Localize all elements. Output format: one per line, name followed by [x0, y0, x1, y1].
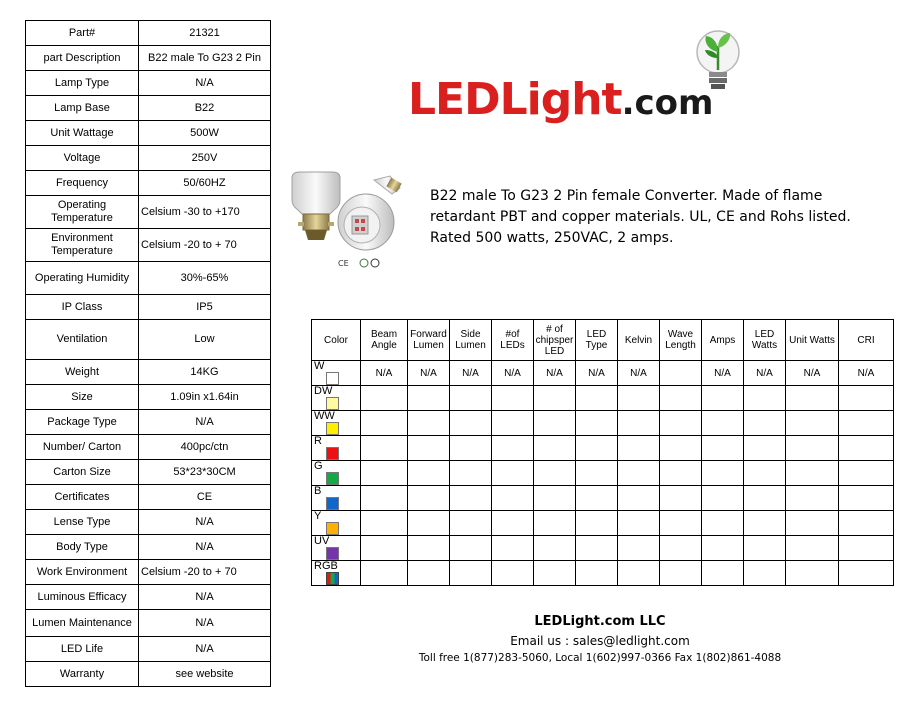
spec-cell — [839, 561, 894, 586]
spec-cell — [618, 561, 660, 586]
spec-cell — [618, 511, 660, 536]
color-swatch — [326, 472, 339, 485]
spec-row — [26, 196, 271, 229]
photo-marks: CE — [338, 259, 349, 268]
spec-value: 30%-65% — [139, 262, 271, 295]
spec-cell — [660, 536, 702, 561]
spec-cell: N/A — [839, 361, 894, 386]
spec-row — [26, 510, 271, 535]
spec-value: Celsium -20 to + 70 — [139, 229, 271, 262]
column-header: LED Type — [576, 320, 618, 361]
spec-cell — [660, 386, 702, 411]
spec-value: 53*23*30CM — [139, 460, 271, 485]
spec-label: Package Type — [26, 410, 139, 435]
spec-label: LED Life — [26, 637, 139, 662]
color-row — [312, 361, 894, 386]
spec-cell — [660, 361, 702, 386]
spec-cell — [576, 511, 618, 536]
color-row — [312, 386, 894, 411]
column-header: LED Watts — [744, 320, 786, 361]
spec-label: Body Type — [26, 535, 139, 560]
spec-cell — [744, 411, 786, 436]
color-spec-table — [311, 319, 894, 586]
spec-cell: N/A — [702, 361, 744, 386]
color-row — [312, 536, 894, 561]
spec-row — [26, 460, 271, 485]
color-cell — [312, 386, 361, 411]
spec-row — [26, 121, 271, 146]
color-code: G — [314, 460, 323, 472]
spec-cell — [744, 561, 786, 586]
spec-cell — [361, 411, 408, 436]
contact-phones: Toll free 1(877)283-5060, Local 1(602)997-0366 Fax 1(802)861-4088 — [418, 652, 782, 664]
spec-cell — [408, 411, 450, 436]
spec-cell — [450, 536, 492, 561]
color-row — [312, 561, 894, 586]
spec-value: N/A — [139, 610, 271, 637]
spec-cell — [786, 511, 839, 536]
color-cell — [312, 411, 361, 436]
spec-cell — [534, 486, 576, 511]
spec-row — [26, 637, 271, 662]
spec-label: Warranty — [26, 662, 139, 687]
color-swatch — [326, 522, 339, 535]
spec-cell — [618, 486, 660, 511]
color-code: Y — [314, 510, 322, 522]
spec-cell — [450, 511, 492, 536]
spec-row — [26, 585, 271, 610]
spec-cell — [450, 436, 492, 461]
spec-cell: N/A — [450, 361, 492, 386]
spec-cell — [576, 486, 618, 511]
color-cell — [312, 461, 361, 486]
spec-cell — [618, 436, 660, 461]
spec-value: 14KG — [139, 360, 271, 385]
color-swatch — [326, 422, 339, 435]
spec-row — [26, 46, 271, 71]
spec-label: Number/ Carton — [26, 435, 139, 460]
spec-cell — [534, 411, 576, 436]
spec-cell — [618, 461, 660, 486]
spec-label: Part# — [26, 21, 139, 46]
spec-cell — [534, 536, 576, 561]
spec-value: N/A — [139, 510, 271, 535]
spec-cell — [450, 461, 492, 486]
spec-label: Lumen Maintenance — [26, 610, 139, 637]
spec-label: Operating Temperature — [26, 196, 139, 229]
spec-value: 500W — [139, 121, 271, 146]
color-code: DW — [314, 385, 333, 397]
spec-cell — [534, 561, 576, 586]
logo-domain: .com — [621, 83, 714, 123]
spec-cell — [576, 386, 618, 411]
spec-row — [26, 410, 271, 435]
spec-cell — [702, 436, 744, 461]
color-cell — [312, 561, 361, 586]
spec-cell — [618, 411, 660, 436]
spec-cell — [839, 461, 894, 486]
spec-cell — [576, 436, 618, 461]
spec-cell — [786, 486, 839, 511]
spec-cell — [492, 536, 534, 561]
color-cell — [312, 511, 361, 536]
spec-cell — [450, 486, 492, 511]
product-description: B22 male To G23 2 Pin female Converter. Made of flame retardant PBT and copper materials. UL, CE and Rohs listed. Rated 500 watts, 250VAC, 2 amps. — [430, 188, 851, 246]
spec-cell — [408, 511, 450, 536]
spec-row — [26, 320, 271, 360]
color-row — [312, 411, 894, 436]
spec-row — [26, 21, 271, 46]
spec-cell — [361, 561, 408, 586]
spec-cell — [408, 561, 450, 586]
spec-cell — [702, 486, 744, 511]
spec-cell — [361, 486, 408, 511]
color-swatch — [326, 572, 339, 585]
spec-cell — [660, 561, 702, 586]
spec-row — [26, 560, 271, 585]
spec-cell — [702, 461, 744, 486]
spec-value: N/A — [139, 535, 271, 560]
spec-value: N/A — [139, 637, 271, 662]
spec-cell: N/A — [618, 361, 660, 386]
spec-cell — [660, 511, 702, 536]
spec-cell — [534, 511, 576, 536]
spec-label: Carton Size — [26, 460, 139, 485]
spec-value: N/A — [139, 410, 271, 435]
column-header: CRI — [839, 320, 894, 361]
spec-cell — [702, 411, 744, 436]
spec-cell — [618, 386, 660, 411]
spec-cell — [839, 436, 894, 461]
spec-cell — [492, 486, 534, 511]
spec-cell — [408, 486, 450, 511]
color-row — [312, 461, 894, 486]
spec-label: IP Class — [26, 295, 139, 320]
spec-cell: N/A — [408, 361, 450, 386]
spec-label: part Description — [26, 46, 139, 71]
spec-value: 21321 — [139, 21, 271, 46]
spec-cell — [702, 386, 744, 411]
spec-cell — [408, 461, 450, 486]
company-footer — [400, 612, 800, 666]
color-cell — [312, 361, 361, 386]
spec-cell — [744, 386, 786, 411]
spec-value: 250V — [139, 146, 271, 171]
spec-cell — [361, 511, 408, 536]
spec-cell — [660, 461, 702, 486]
column-header: Kelvin — [618, 320, 660, 361]
spec-label: Unit Wattage — [26, 121, 139, 146]
spec-value: Celsium -20 to + 70 — [139, 560, 271, 585]
spec-label: Certificates — [26, 485, 139, 510]
spec-label: Frequency — [26, 171, 139, 196]
company-name: LEDLight.com LLC — [534, 614, 666, 629]
spec-row — [26, 360, 271, 385]
spec-cell: N/A — [786, 361, 839, 386]
spec-cell — [576, 461, 618, 486]
spec-cell — [702, 561, 744, 586]
spec-cell — [492, 386, 534, 411]
spec-row — [26, 229, 271, 262]
spec-row — [26, 435, 271, 460]
color-cell — [312, 536, 361, 561]
color-swatch — [326, 372, 339, 385]
column-header: Amps — [702, 320, 744, 361]
spec-cell — [408, 386, 450, 411]
spec-label: Work Environment — [26, 560, 139, 585]
spec-label: Operating Humidity — [26, 262, 139, 295]
spec-cell — [534, 436, 576, 461]
color-swatch — [326, 547, 339, 560]
spec-label: Lamp Type — [26, 71, 139, 96]
ledlight-logo — [408, 28, 778, 128]
spec-cell — [361, 461, 408, 486]
spec-value: B22 male To G23 2 Pin — [139, 46, 271, 71]
column-header: Unit Watts — [786, 320, 839, 361]
color-code: W — [314, 360, 325, 372]
column-header: Color — [312, 320, 361, 361]
spec-row — [26, 262, 271, 295]
spec-cell — [702, 536, 744, 561]
color-code: RGB — [314, 560, 338, 572]
spec-cell — [361, 386, 408, 411]
spec-value: Celsium -30 to +170 — [139, 196, 271, 229]
spec-cell — [839, 411, 894, 436]
spec-value: 400pc/ctn — [139, 435, 271, 460]
spec-label: Lamp Base — [26, 96, 139, 121]
spec-cell: N/A — [744, 361, 786, 386]
spec-cell — [744, 436, 786, 461]
spec-value: CE — [139, 485, 271, 510]
color-code: UV — [314, 535, 330, 547]
spec-label: Luminous Efficacy — [26, 585, 139, 610]
spec-cell — [786, 461, 839, 486]
spec-cell — [839, 536, 894, 561]
spec-cell: N/A — [576, 361, 618, 386]
spec-value: N/A — [139, 585, 271, 610]
spec-row — [26, 385, 271, 410]
column-header: Beam Angle — [361, 320, 408, 361]
spec-cell — [786, 561, 839, 586]
color-code: WW — [314, 410, 335, 422]
spec-cell — [492, 436, 534, 461]
column-header: #of LEDs — [492, 320, 534, 361]
spec-label: Voltage — [26, 146, 139, 171]
column-header: Side Lumen — [450, 320, 492, 361]
spec-row — [26, 71, 271, 96]
product-photo — [288, 170, 418, 270]
color-swatch — [326, 497, 339, 510]
color-row — [312, 511, 894, 536]
color-cell — [312, 486, 361, 511]
spec-row — [26, 146, 271, 171]
color-swatch — [326, 397, 339, 410]
spec-label: Size — [26, 385, 139, 410]
spec-cell — [839, 511, 894, 536]
spec-cell — [839, 386, 894, 411]
color-table-header — [312, 320, 894, 361]
spec-cell — [660, 411, 702, 436]
spec-row — [26, 171, 271, 196]
spec-cell — [408, 536, 450, 561]
spec-row — [26, 96, 271, 121]
spec-label: Environment Temperature — [26, 229, 139, 262]
spec-value: N/A — [139, 71, 271, 96]
color-cell — [312, 436, 361, 461]
logo-brand: LEDLight — [408, 74, 622, 125]
spec-cell — [744, 511, 786, 536]
spec-cell — [361, 436, 408, 461]
spec-cell — [702, 511, 744, 536]
spec-cell — [361, 536, 408, 561]
spec-label: Ventilation — [26, 320, 139, 360]
spec-cell — [492, 511, 534, 536]
spec-cell — [576, 536, 618, 561]
contact-email: Email us : sales@ledlight.com — [510, 634, 690, 648]
spec-cell — [786, 386, 839, 411]
spec-cell — [786, 536, 839, 561]
spec-table — [25, 20, 271, 687]
color-swatch — [326, 447, 339, 460]
color-code: R — [314, 435, 322, 447]
color-row — [312, 486, 894, 511]
spec-cell: N/A — [361, 361, 408, 386]
spec-label: Lense Type — [26, 510, 139, 535]
spec-value: 1.09in x1.64in — [139, 385, 271, 410]
spec-cell — [534, 461, 576, 486]
spec-row — [26, 662, 271, 687]
spec-cell — [492, 411, 534, 436]
spec-cell — [492, 561, 534, 586]
spec-cell — [450, 561, 492, 586]
spec-cell — [744, 536, 786, 561]
spec-row — [26, 485, 271, 510]
spec-value: see website — [139, 662, 271, 687]
spec-row — [26, 610, 271, 637]
spec-cell — [576, 561, 618, 586]
column-header: Wave Length — [660, 320, 702, 361]
spec-value: Low — [139, 320, 271, 360]
spec-cell — [786, 411, 839, 436]
column-header: # of chipsper LED — [534, 320, 576, 361]
spec-cell: N/A — [492, 361, 534, 386]
spec-cell — [576, 411, 618, 436]
column-header: Forward Lumen — [408, 320, 450, 361]
spec-value: 50/60HZ — [139, 171, 271, 196]
spec-cell — [618, 536, 660, 561]
spec-cell — [744, 461, 786, 486]
spec-cell — [660, 486, 702, 511]
spec-cell — [744, 486, 786, 511]
spec-row — [26, 535, 271, 560]
spec-cell — [408, 436, 450, 461]
spec-cell — [660, 436, 702, 461]
spec-value: IP5 — [139, 295, 271, 320]
spec-cell: N/A — [534, 361, 576, 386]
spec-value: B22 — [139, 96, 271, 121]
spec-cell — [839, 486, 894, 511]
color-row — [312, 436, 894, 461]
spec-row — [26, 295, 271, 320]
spec-cell — [786, 436, 839, 461]
spec-cell — [450, 386, 492, 411]
spec-cell — [492, 461, 534, 486]
spec-label: Weight — [26, 360, 139, 385]
spec-cell — [450, 411, 492, 436]
color-code: B — [314, 485, 322, 497]
spec-cell — [534, 386, 576, 411]
